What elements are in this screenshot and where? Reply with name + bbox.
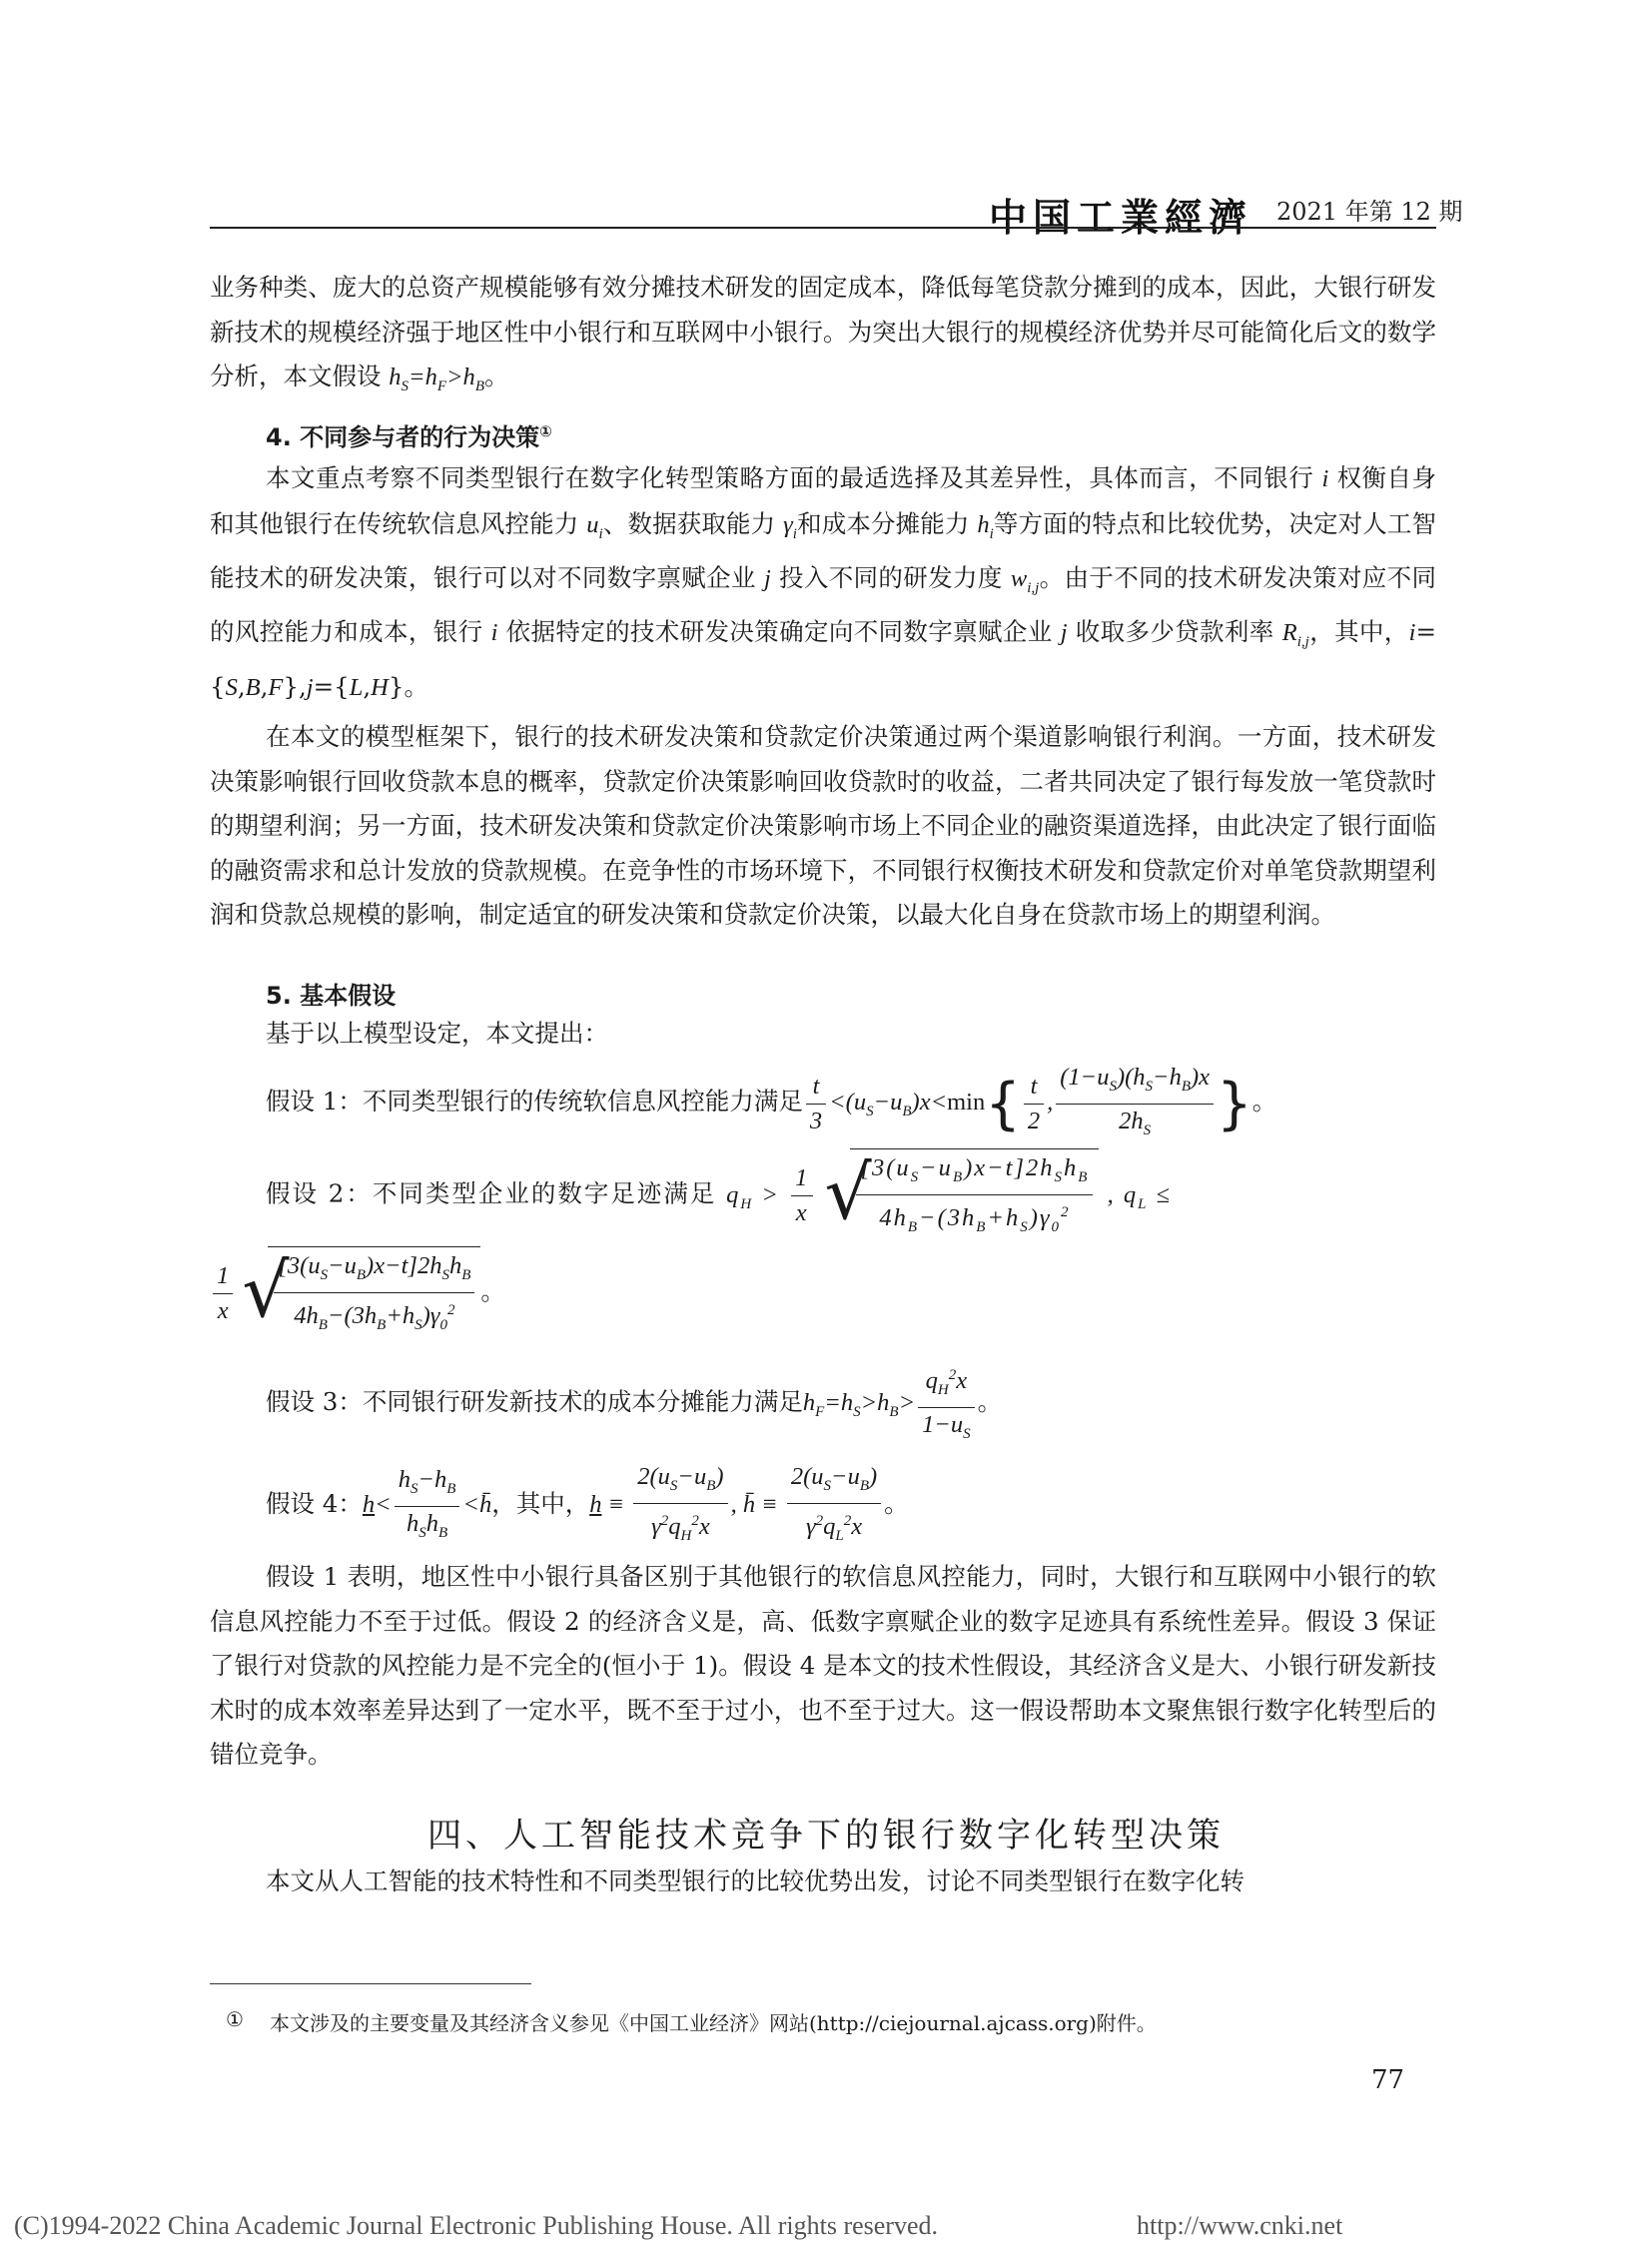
p2-k: 。 bbox=[404, 671, 428, 701]
assumption-4-mid: ，其中， bbox=[491, 1489, 590, 1519]
p2-j: ，其中， bbox=[1308, 617, 1409, 647]
footnote-rule bbox=[210, 1983, 531, 1984]
assumption-4-formula-a: h< $\frac{h_S-h_B}{h_Sh_B}$ <h̄ bbox=[363, 1491, 491, 1518]
paragraph-5 bbox=[210, 1860, 1436, 1904]
assumptions-intro: 基于以上模型设定，本文提出： bbox=[266, 1019, 608, 1048]
p2-a: 本文重点考察不同类型银行在数字化转型策略方面的最适选择及其差异性，具体而言，不同银行 bbox=[266, 463, 1314, 492]
issue-label: 2021 年第 12 期 bbox=[1276, 198, 1463, 226]
assumption-3-text: 假设 3：不同银行研发新技术的成本分摊能力满足 bbox=[266, 1387, 803, 1417]
assumption-3: 假设 3：不同银行研发新技术的成本分摊能力满足$h_F=h_S>h_B>$ $\frac{q_H^2x}{1-u_S}$ 。 bbox=[266, 1358, 1002, 1451]
assumption-2-formula-a: $q_H$ > $\frac{1}{x}$ √ $\frac{[3(u_S-u_B)x-t]2h_Sh_B}{4h_B-(3h_B+h_S)\gamma_0^2}$ , $q_L$ ≤ bbox=[726, 1181, 1172, 1208]
p2-h: 依据特定的技术研发决策确定向不同数字禀赋企业 bbox=[505, 617, 1053, 647]
paragraph-4-text: 假设 1 表明，地区性中小银行具备区别于其他银行的软信息风控能力，同时，大银行和互联网中小银行的软信息风控能力不至于过低。假设 2 的经济含义是，高、低数字禀赋企业的数字足迹具有系统性差异。假设 3 保证了银行对贷款的风控能力是不完全的(恒小于 1)。假设 4 是本文的技术性假设，其经济含义是大、小银行研发新技术时的成本效率差异达到了一定水平，既不至于过小，也不至于过大。这一假设帮助本文聚焦银行数字化转型后的错位竞争。 bbox=[210, 1562, 1436, 1769]
inline-math: $u_i$ bbox=[586, 510, 603, 542]
assumption-2-text: 假设 2：不同类型企业的数字足迹满足 bbox=[266, 1178, 717, 1208]
section-title: 四、人工智能技术竞争下的银行数字化转型决策 bbox=[427, 1816, 1225, 1856]
assumption-1-text: 假设 1：不同类型银行的传统软信息风控能力满足 bbox=[266, 1087, 803, 1117]
assumption-2 bbox=[266, 1148, 1172, 1244]
inline-math: j bbox=[1060, 619, 1068, 647]
assumption-1-formula: $\frac{t}{3}$ $<(u_S-u_B)x<\min${ $\frac{t}{2}$ , $\frac{(1-u_S)(h_S-h_B)x}{2h_S}$ } bbox=[803, 1089, 1252, 1116]
assumption-4-formula-b: h ≡ $\frac{2(u_S-u_B)}{\gamma^2q_H^2x}$ , h̄ ≡ $\frac{2(u_S-u_B)}{\gamma^2q_L^2x}$ bbox=[589, 1491, 884, 1518]
p2-d: 和成本分摊能力 bbox=[796, 508, 970, 538]
paragraph-3-text: 在本文的模型框架下，银行的技术研发决策和贷款定价决策通过两个渠道影响银行利润。一方面，技术研发决策影响银行回收贷款本息的概率，贷款定价决策影响回收贷款时的收益，二者共同决定了银行每发放一笔贷款时的期望利润；另一方面，技术研发决策和贷款定价决策影响市场上不同企业的融资渠道选择，由此决定了银行面临的融资需求和总计发放的贷款规模。在竞争性的市场环境下，不同银行权衡技术研发和贷款定价对单笔贷款期望利润和贷款总规模的影响，制定适宜的研发决策和贷款定价决策，以最大化自身在贷款市场上的期望利润。 bbox=[210, 722, 1436, 929]
header-rule bbox=[210, 227, 1436, 229]
paragraph-3 bbox=[210, 715, 1436, 938]
paragraph-1-tail: 。 bbox=[483, 362, 509, 390]
paragraph-1-text: 业务种类、庞大的总资产规模能够有效分摊技术研发的固定成本，降低每笔贷款分摊到的成本，因此，大银行研发新技术的规模经济强于地区性中小银行和互联网中小银行。为突出大银行的规模经济优势并尽可能简化后文的数学分析，本文假设 bbox=[210, 273, 1436, 390]
inline-math: $w_{i,j}$ bbox=[1010, 564, 1040, 596]
page-number: 77 bbox=[1371, 2065, 1405, 2095]
assumption-4-text: 假设 4： bbox=[266, 1489, 363, 1519]
paragraph-2: 本文重点考察不同类型银行在数字化转型策略方面的最适选择及其差异性，具体而言，不同银行 i 权衡自身和其他银行在传统软信息风控能力 $u_i$、数据获取能力 $\gamma_i$和成本分摊能力 $h_i$等方面的特点和比较优势，决定对人工智能技术的研发决策，银行可以对不同数字禀赋企业 j 投入不同的研发力度 $w_{i,j}$。由于不同的技术研发决策对应不同的风控能力和成本，银行 i 依据特定的技术研发决策确定向不同数字禀赋企业 j 收取多少贷款利率 $R_{i,j}$，其中，i={S,B,F},j={L,H}。 bbox=[210, 463, 1437, 701]
footnote-mark: ① bbox=[226, 2007, 244, 2031]
section-heading-4 bbox=[266, 417, 552, 452]
inline-math: j bbox=[764, 564, 771, 592]
p2-b: 权衡自身和其他银行在传统软信息风控能力 bbox=[210, 463, 1437, 538]
p2-e: 等方面的特点和比较优势，决定对人工智能技术的研发决策，银行可以对不同数字禀赋企业 bbox=[210, 508, 1437, 592]
inline-math: $R_{i,j}$ bbox=[1281, 619, 1309, 651]
journal-logo: 中国工業經濟 bbox=[989, 195, 1253, 240]
assumption-2-formula-b: $\frac{1}{x}$ √ $\frac{[3(u_S-u_B)x-t]2h_Sh_B}{4h_B-(3h_B+h_S)\gamma_0^2}$ bbox=[210, 1279, 480, 1306]
paragraph-1 bbox=[210, 266, 1436, 408]
p2-f: 投入不同的研发力度 bbox=[778, 562, 1003, 592]
footnote-text: 本文涉及的主要变量及其经济含义参见《中国工业经济》网站(http://ciejournal.ajcass.org)附件。 bbox=[270, 2011, 1157, 2035]
inline-math: i bbox=[490, 619, 498, 647]
paragraph-4 bbox=[210, 1555, 1436, 1778]
p2-c: 、数据获取能力 bbox=[602, 508, 776, 538]
footnote-ref: ① bbox=[539, 422, 552, 440]
p2-g: 。由于不同的技术研发决策对应不同的风控能力和成本，银行 bbox=[210, 562, 1437, 647]
copyright-notice: (C)1994-2022 China Academic Journal Electronic Publishing House. All rights reserved. bbox=[14, 2211, 938, 2240]
assumption-1: 假设 1：不同类型银行的传统软信息风控能力满足 $\frac{t}{3}$ $<(u_S-u_B)x<\min${ $\frac{t}{2}$ , $\frac{(1-u_S)(h_S-h_B)x}{2h_S}$ }。 bbox=[266, 1061, 1276, 1147]
inline-math: $h_S=h_F>h_B$ bbox=[389, 364, 484, 394]
inline-math: i bbox=[1408, 619, 1416, 647]
assumption-3-formula: $h_F=h_S>h_B>$ $\frac{q_H^2x}{1-u_S}$ bbox=[803, 1389, 978, 1416]
assumption-4: 假设 4：h< $\frac{h_S-h_B}{h_Sh_B}$ <h̄，其中，h ≡ $\frac{2(u_S-u_B)}{\gamma^2q_H^2x}$ , h̄ ≡ $\frac{2(u_S-u_B)}{\gamma^2q_L^2x}$ 。 bbox=[266, 1460, 909, 1553]
inline-math: $h_i$ bbox=[977, 510, 994, 542]
inline-math: i bbox=[1321, 465, 1329, 492]
section-heading-5: 5. 基本假设 bbox=[266, 982, 397, 1010]
copyright-url[interactable]: http://www.cnki.net bbox=[1137, 2211, 1343, 2240]
paragraph-5-text: 本文从人工智能的技术特性和不同类型银行的比较优势出发，讨论不同类型银行在数字化转 bbox=[266, 1867, 1244, 1895]
inline-math: $\gamma_i$ bbox=[783, 510, 797, 542]
heading-4-text: 4. 不同参与者的行为决策 bbox=[266, 423, 540, 451]
assumption-2-continued: $\frac{1}{x}$ √ $\frac{[3(u_S-u_B)x-t]2h_Sh_B}{4h_B-(3h_B+h_S)\gamma_0^2}$ 。 bbox=[210, 1246, 505, 1342]
p2-i: 收取多少贷款利率 bbox=[1075, 617, 1274, 647]
